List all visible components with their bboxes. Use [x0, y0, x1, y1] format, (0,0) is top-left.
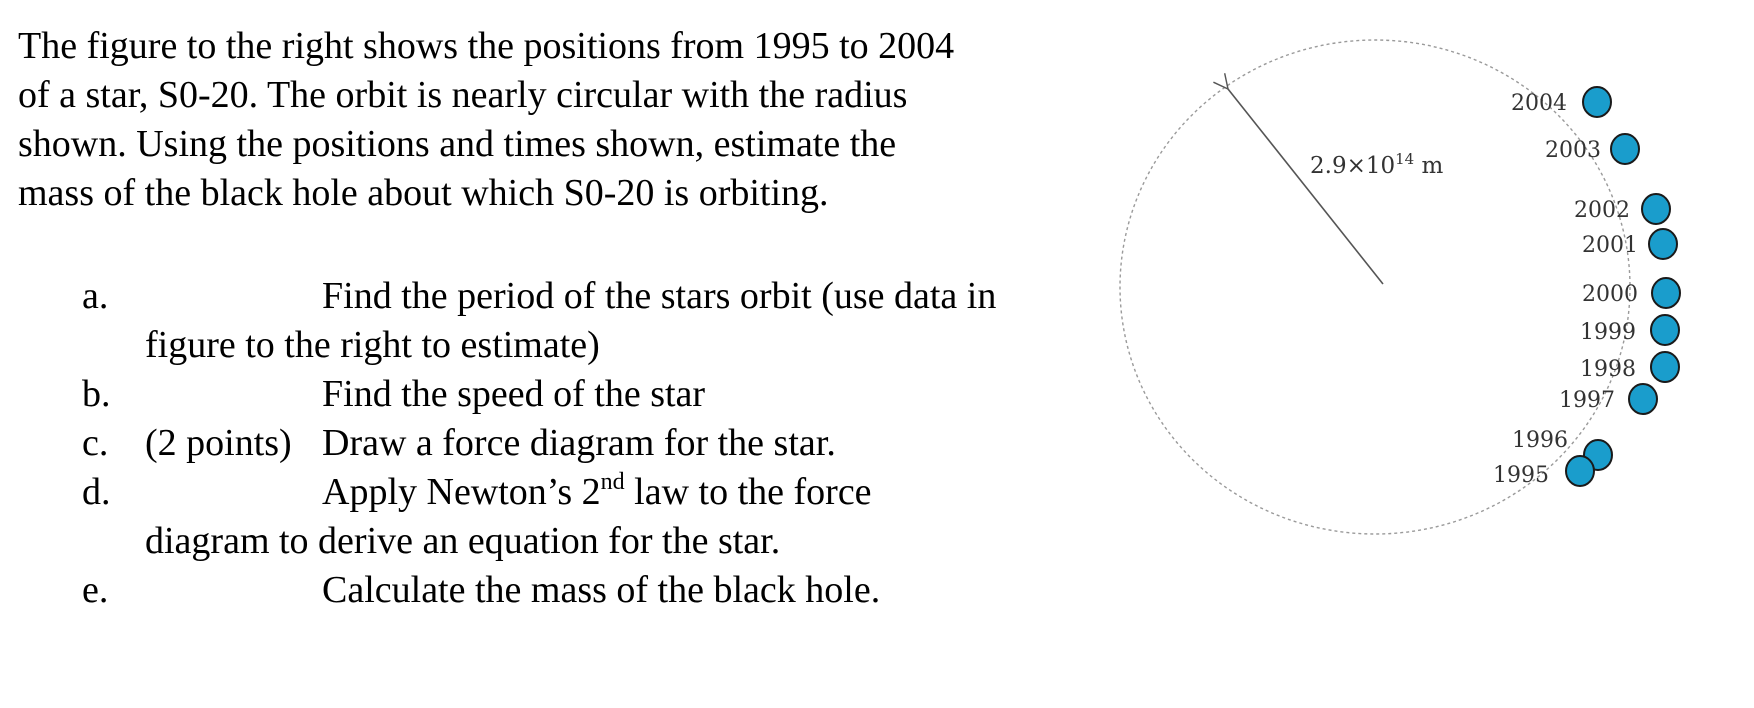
question-text: diagram to derive an equation for the star. [145, 520, 781, 562]
year-label: 2000 [1582, 282, 1638, 307]
superscript-nd: nd [600, 469, 625, 495]
question-text: Apply Newton’s 2nd law to the force [322, 469, 872, 513]
radius-arrow [1228, 89, 1383, 284]
year-label: 1995 [1493, 463, 1549, 488]
question-letter: a. [82, 275, 109, 317]
star-marker [1651, 315, 1679, 345]
year-label: 2003 [1545, 138, 1601, 163]
year-label: 2001 [1582, 233, 1638, 258]
star-marker [1649, 229, 1677, 259]
intro-line: The figure to the right shows the positions from 1995 to 2004 [18, 25, 955, 67]
year-label: 1998 [1580, 357, 1636, 382]
question-letter: b. [82, 373, 111, 415]
question-letter: d. [82, 471, 111, 513]
year-label: 1999 [1580, 320, 1636, 345]
intro-line: of a star, S0-20. The orbit is nearly circular with the radius [18, 74, 908, 116]
question-letter: c. [82, 422, 109, 464]
star-marker [1651, 352, 1679, 382]
star-marker [1652, 278, 1680, 308]
question-text: Calculate the mass of the black hole. [322, 569, 881, 611]
question-text: Find the speed of the star [322, 373, 706, 415]
intro-line: mass of the black hole about which S0-20 is orbiting. [18, 172, 829, 214]
star-positions [1493, 87, 1680, 488]
intro-line: shown. Using the positions and times shown, estimate the [18, 123, 897, 165]
question-points: (2 points) [145, 422, 292, 464]
question-letter: e. [82, 569, 109, 611]
year-label: 2002 [1574, 198, 1630, 223]
year-label: 1996 [1512, 428, 1568, 453]
question-text: Find the period of the stars orbit (use data in [322, 275, 997, 317]
star-marker [1642, 194, 1670, 224]
star-marker [1583, 87, 1611, 117]
year-label: 1997 [1559, 388, 1615, 413]
star-marker [1611, 134, 1639, 164]
question-text: figure to the right to estimate) [145, 324, 600, 366]
year-label: 2004 [1511, 91, 1567, 116]
star-marker [1566, 456, 1594, 486]
star-marker [1629, 384, 1657, 414]
radius-label: $2.9\times 10^{14}$ m [1310, 150, 1444, 179]
question-text: Draw a force diagram for the star. [322, 422, 836, 464]
